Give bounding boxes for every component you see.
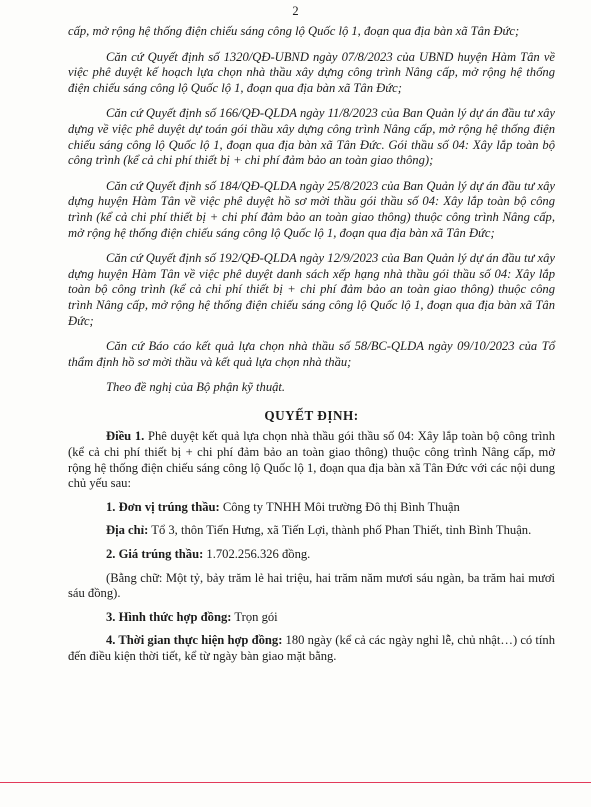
item-value: Công ty TNHH Môi trường Đô thị Bình Thuận bbox=[219, 499, 460, 514]
legal-basis-192: Căn cứ Quyết định số 192/QĐ-QLDA ngày 12/9/2023 của Ban Quản lý dự án đầu tư xây dựng huyện Hàm Tân về việc phê duyệt danh sách xếp hạng nhà thầu gói thầu số 04: Xây lắp toàn bộ công trình (kể cả chi phí thiết bị + chi phí đảm bảo an toàn giao thông) thuộc công trình Nâng cấp, mở rộng hệ thống điện chiếu sáng công lộ Quốc lộ 1, đoạn qua địa bàn xã Tân Đức; bbox=[68, 251, 555, 328]
item-contract-duration bbox=[68, 633, 555, 664]
item-contract-type bbox=[68, 610, 555, 626]
proposal-note: Theo đề nghị của Bộ phận kỹ thuật. bbox=[106, 380, 286, 395]
item-value: Tổ 3, thôn Tiến Hưng, xã Tiến Lợi, thành phố Phan Thiết, tỉnh Bình Thuận. bbox=[148, 523, 532, 538]
preamble-continuation: cấp, mở rộng hệ thống điện chiếu sáng công lộ Quốc lộ 1, đoạn qua địa bàn xã Tân Đức; bbox=[68, 24, 520, 38]
item-value: 1.702.256.326 đồng. bbox=[203, 547, 311, 562]
item-label: 1. Đơn vị trúng thầu: bbox=[106, 499, 220, 514]
legal-basis-1320: Căn cứ Quyết định số 1320/QĐ-UBND ngày 07/8/2023 của UBND huyện Hàm Tân về việc phê duyệt kế hoạch lựa chọn nhà thầu xây dựng công trình Nâng cấp, mở rộng hệ thống điện chiếu sáng công lộ Quốc lộ 1, đoạn qua địa bàn xã Tân Đức; bbox=[68, 49, 555, 95]
legal-basis-166: Căn cứ Quyết định số 166/QĐ-QLDA ngày 11/8/2023 của Ban Quản lý dự án đầu tư xây dựng về việc phê duyệt dự toán gói thầu xây dựng công trình Nâng cấp, mở rộng hệ thống điện chiếu sáng công lộ Quốc lộ 1, đoạn qua địa bàn xã Tân Đức. Gói thầu số 04: Xây lắp toàn bộ công trình (kể cả chi phí thiết bị + chi phí đảm bảo an toàn giao thông); bbox=[68, 106, 555, 168]
item-value: Trọn gói bbox=[231, 609, 278, 624]
page-number: 2 bbox=[292, 4, 299, 18]
item-value: (Bằng chữ: Một tỷ, bảy trăm lẻ hai triệu, hai trăm năm mươi sáu ngàn, ba trăm hai mươi sáu đồng). bbox=[68, 570, 555, 601]
item-label: Địa chỉ: bbox=[106, 523, 149, 538]
document-body bbox=[68, 24, 555, 665]
item-label: 3. Hình thức hợp đồng: bbox=[106, 609, 232, 624]
item-price-in-words bbox=[68, 571, 555, 602]
item-label: 2. Giá trúng thầu: bbox=[106, 547, 204, 562]
legal-basis-184: Căn cứ Quyết định số 184/QĐ-QLDA ngày 25/8/2023 của Ban Quản lý dự án đầu tư xây dựng huyện Hàm Tân về việc phê duyệt hồ sơ mời thầu gói thầu số 04: Xây lắp toàn bộ công trình (kể cả chi phí thiết bị + chi phí đảm bảo an toàn giao thông) thuộc công trình Nâng cấp, mở rộng hệ thống điện chiếu sáng công lộ Quốc lộ 1, đoạn qua địa bàn xã Tân Đức; bbox=[68, 178, 555, 240]
item-winning-contractor bbox=[68, 500, 555, 516]
decision-heading: QUYẾT ĐỊNH: bbox=[264, 407, 359, 423]
article-1-text: Phê duyệt kết quả lựa chọn nhà thầu gói thầu số 04: Xây lắp toàn bộ công trình (kể cả chi phí thiết bị + chi phí đảm bảo an toàn giao thông) thuộc công trình Nâng cấp, mở rộng hệ thống điện chiếu sáng công lộ Quốc lộ 1, đoạn qua địa bàn xã Tân Đức với các nội dung chủ yếu sau: bbox=[68, 429, 555, 491]
legal-basis-report-58: Căn cứ Báo cáo kết quả lựa chọn nhà thầu số 58/BC-QLDA ngày 09/10/2023 của Tổ thẩm định hồ sơ mời thầu và kết quả lựa chọn nhà thầu; bbox=[68, 339, 555, 369]
item-label: 4. Thời gian thực hiện hợp đồng: bbox=[106, 633, 283, 648]
item-address bbox=[68, 523, 555, 539]
item-value: 180 ngày (kể cả các ngày nghỉ lễ, chủ nhật…) có tính đến điều kiện thời tiết, kể từ ngày bàn giao mặt bằng. bbox=[68, 633, 555, 663]
article-1-label: Điều 1. bbox=[106, 429, 145, 444]
item-winning-price bbox=[68, 547, 555, 563]
article-1 bbox=[68, 429, 555, 491]
page-bottom-rule bbox=[0, 782, 591, 783]
